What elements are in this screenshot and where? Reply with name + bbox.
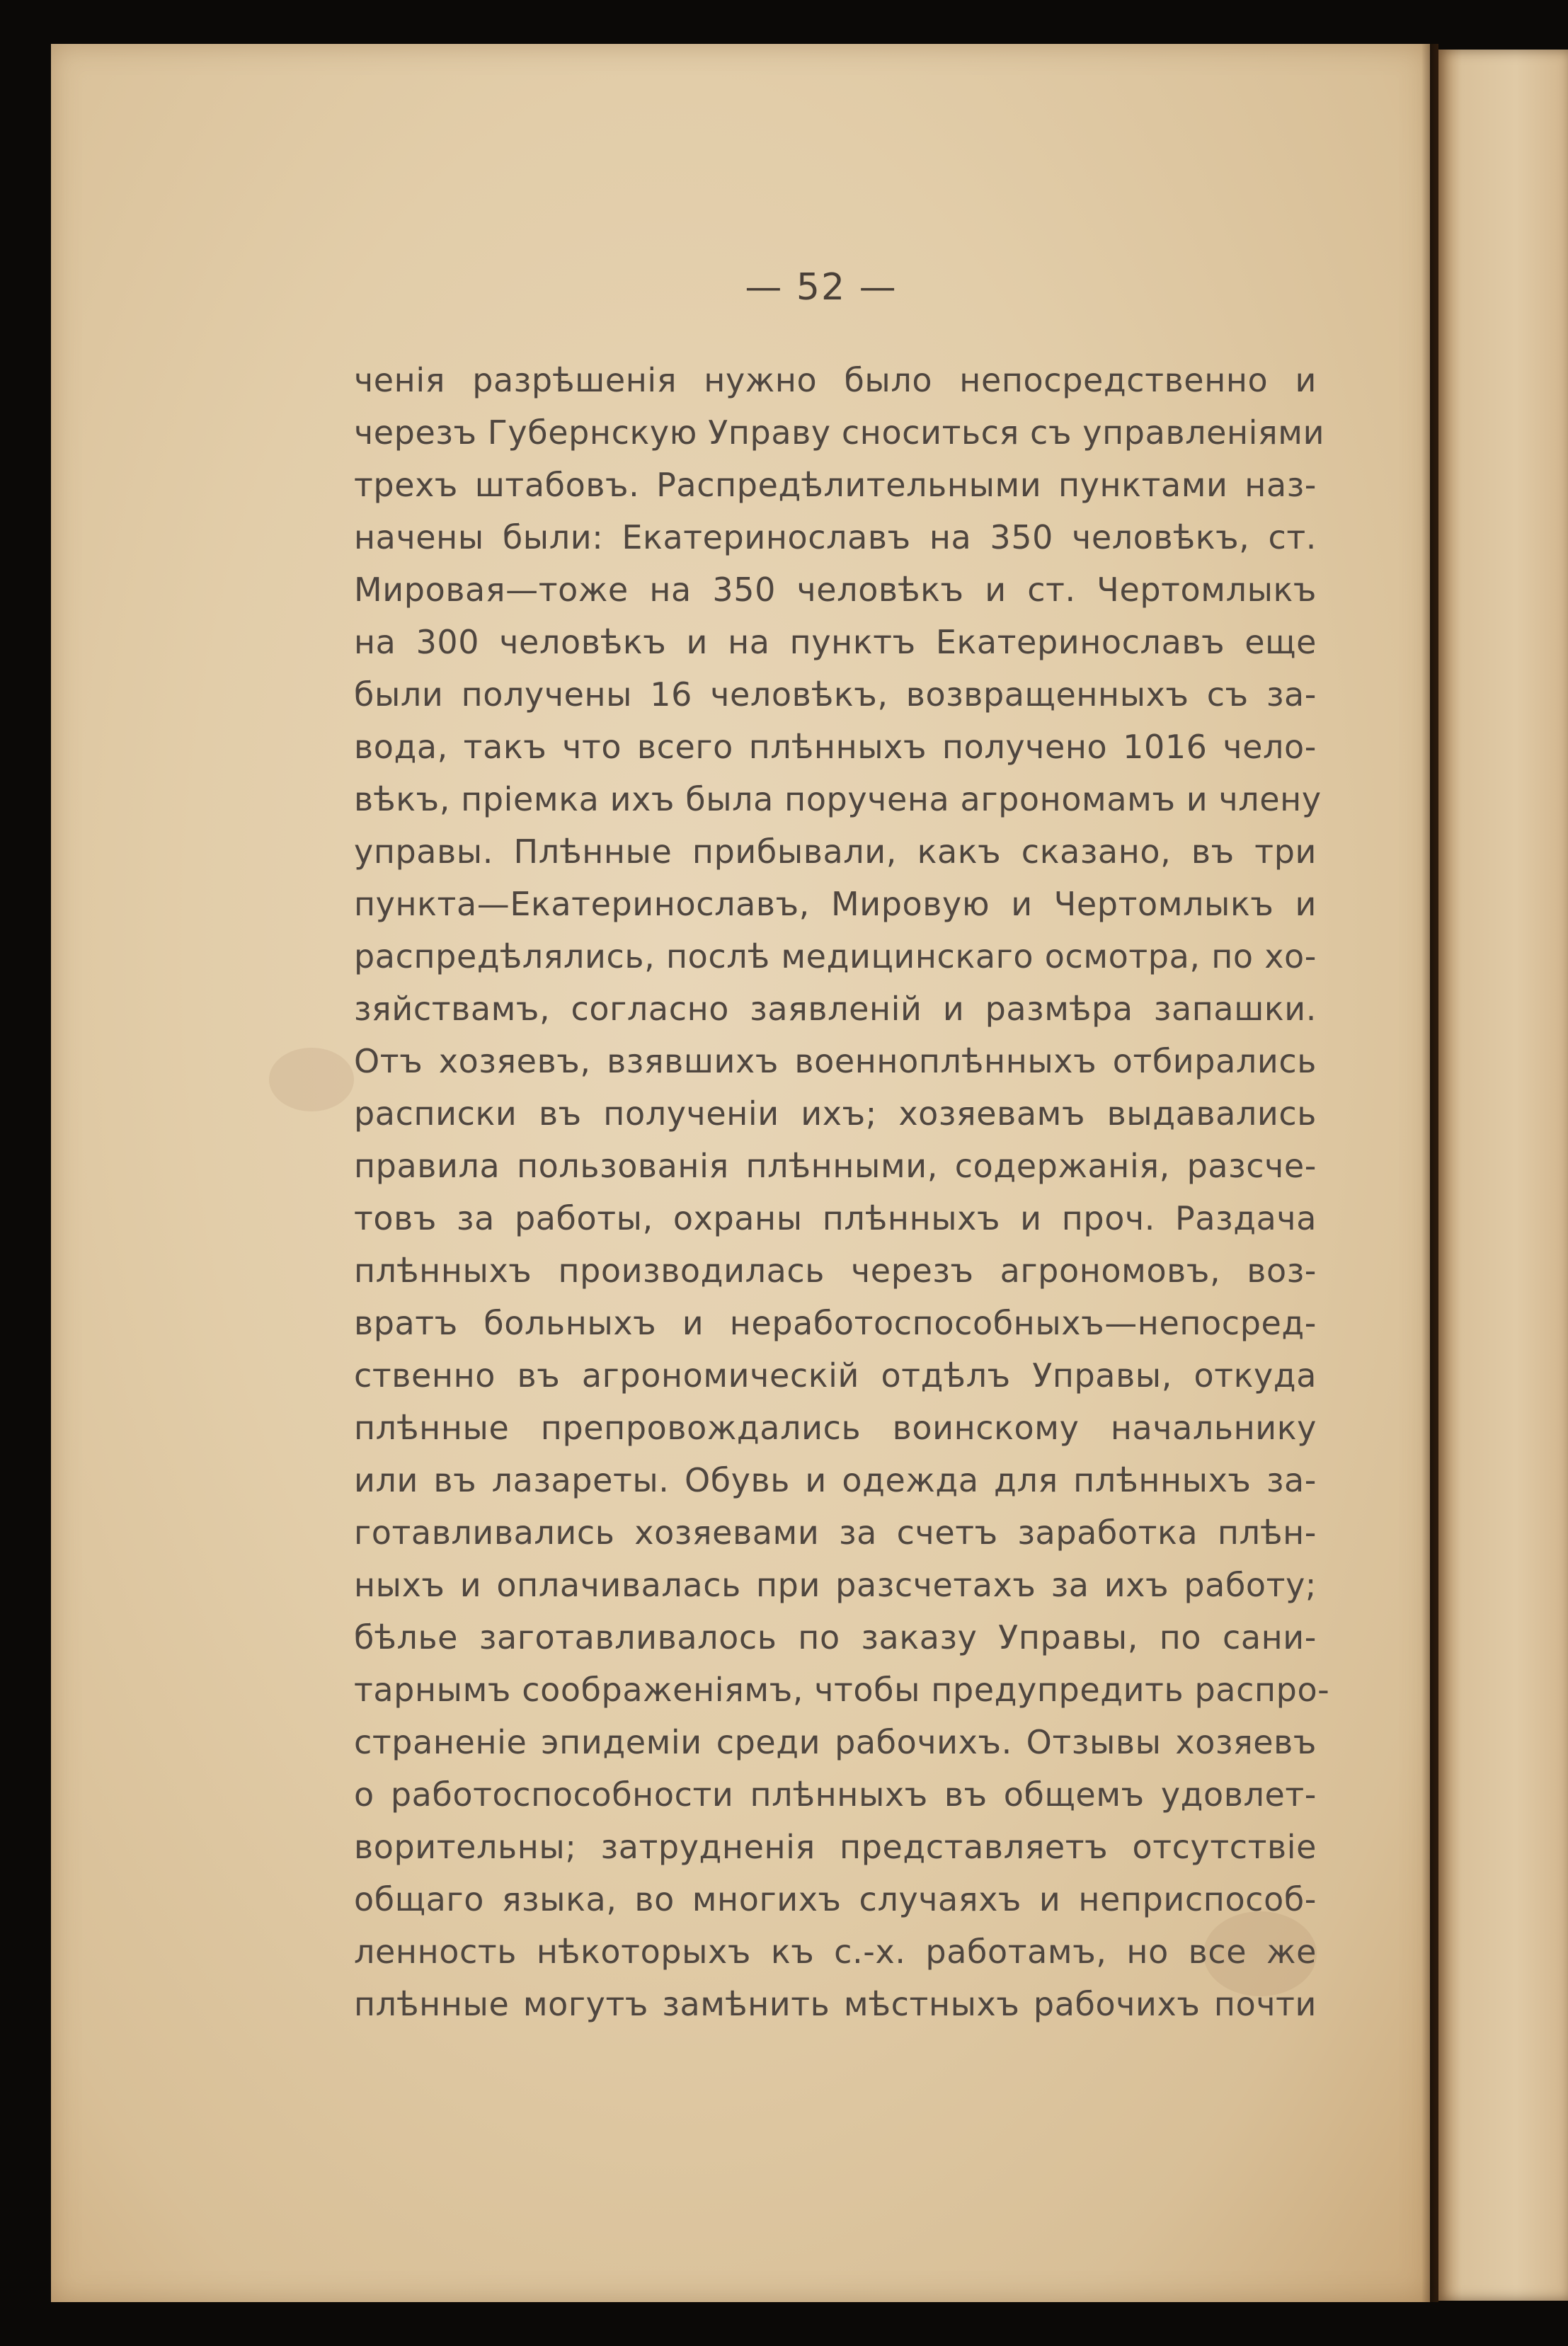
text-line: бѣлье заготавливалось по заказу Управы, по сани-	[354, 1618, 1317, 1656]
text-line: правила пользованія плѣнными, содержанія, разсче-	[354, 1147, 1317, 1185]
text-line: Мировая—тоже на 350 человѣкъ и ст. Чертомлыкъ	[354, 571, 1317, 609]
page-number: — 52 —	[745, 266, 898, 309]
text-line: ченія разрѣшенія нужно было непосредственно и	[354, 361, 1317, 399]
text-line: тарнымъ соображеніямъ, чтобы предупредить распро-	[354, 1671, 1330, 1709]
book-gutter	[1421, 44, 1438, 2302]
text-line: управы. Плѣнные прибывали, какъ сказано, въ три	[354, 832, 1317, 871]
text-line: Отъ хозяевъ, взявшихъ военноплѣнныхъ отбирались	[354, 1042, 1317, 1080]
text-line: о работоспособности плѣнныхъ въ общемъ удовлет-	[354, 1775, 1317, 1814]
text-line: плѣнные препровождались воинскому начальнику	[354, 1409, 1317, 1447]
text-line: вратъ больныхъ и неработоспособныхъ—непосред-	[354, 1304, 1317, 1342]
next-page-edge	[1438, 50, 1568, 2301]
body-text	[354, 354, 1330, 2032]
text-line: расписки въ полученіи ихъ; хозяевамъ выдавались	[354, 1094, 1317, 1133]
text-line: плѣнныхъ производилась черезъ агрономовъ, воз-	[354, 1252, 1317, 1290]
text-line: были получены 16 человѣкъ, возвращенныхъ съ за-	[354, 675, 1317, 714]
text-line: ственно въ агрономическій отдѣлъ Управы, откуда	[354, 1356, 1317, 1395]
text-line: готавливались хозяевами за счетъ заработка плѣн-	[354, 1514, 1317, 1552]
text-line: распредѣлялись, послѣ медицинскаго осмотра, по хо-	[354, 937, 1317, 975]
text-line: трехъ штабовъ. Распредѣлительными пунктами наз-	[354, 466, 1317, 504]
text-line: на 300 человѣкъ и на пунктъ Екатеринославъ еще	[354, 623, 1317, 661]
text-line: зяйствамъ, согласно заявленій и размѣра запашки.	[354, 990, 1317, 1028]
text-line: ленность нѣкоторыхъ къ с.-х. работамъ, но все же	[354, 1933, 1317, 1971]
text-line: вода, такъ что всего плѣнныхъ получено 1016 чело-	[354, 728, 1317, 766]
text-line: страненіе эпидеміи среди рабочихъ. Отзывы хозяевъ	[354, 1723, 1317, 1761]
text-line: начены были: Екатеринославъ на 350 человѣкъ, ст.	[354, 518, 1317, 556]
text-line: ныхъ и оплачивалась при разсчетахъ за ихъ работу;	[354, 1566, 1317, 1604]
paper-stain	[269, 1048, 354, 1111]
text-line: черезъ Губернскую Управу сноситься съ управленіями	[354, 413, 1325, 452]
text-line: плѣнные могутъ замѣнить мѣстныхъ рабочихъ почти	[354, 1985, 1317, 2023]
text-line: пункта—Екатеринославъ, Мировую и Чертомлыкъ и	[354, 885, 1317, 923]
text-line: вѣкъ, пріемка ихъ была поручена агрономамъ и члену	[354, 780, 1322, 818]
text-line: товъ за работы, охраны плѣнныхъ и проч. Раздача	[354, 1199, 1317, 1237]
text-line: или въ лазареты. Обувь и одежда для плѣнныхъ за-	[354, 1461, 1317, 1499]
text-line: общаго языка, во многихъ случаяхъ и неприспособ-	[354, 1880, 1317, 1918]
text-line: ворительны; затрудненія представляетъ отсутствіе	[354, 1828, 1317, 1866]
